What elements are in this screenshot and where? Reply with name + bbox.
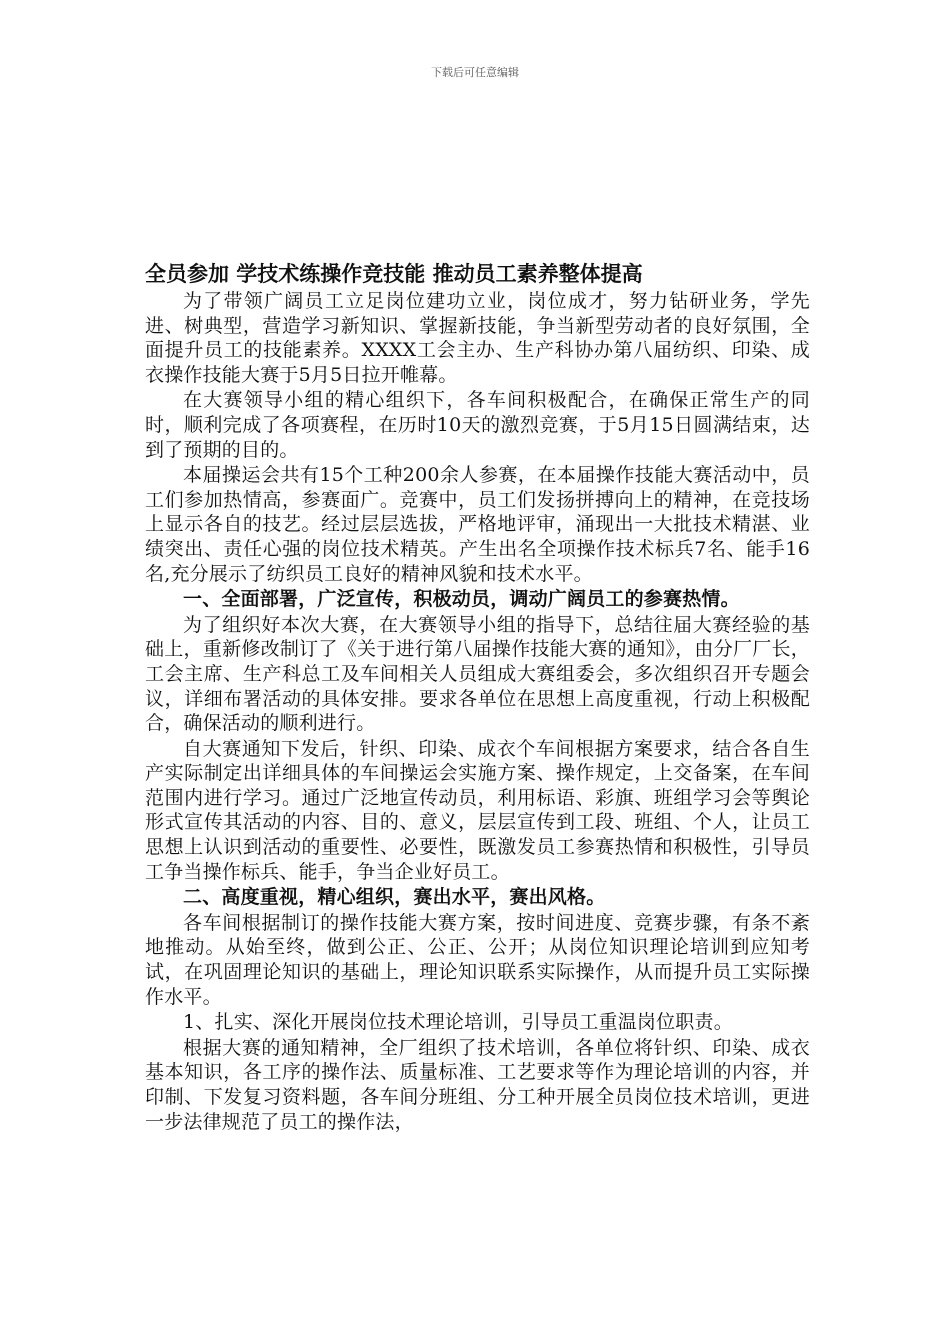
- paragraph-8: 根据大赛的通知精神，全厂组织了技术培训，各单位将针织、印染、成衣基本知识，各工序的操作法、质量标准、工艺要求等作为理论培训的内容，并印制、下发复习资料题，各车间分班组、分工种开展全员岗位技术培训，更进一步法律规范了员工的操作法，: [145, 1036, 810, 1133]
- paragraph-5: 自大赛通知下发后，针织、印染、成衣个车间根据方案要求，结合各自生产实际制定出详细具体的车间操运会实施方案、操作规定，上交备案，在车间范围内进行学习。通过广泛地宣传动员，利用标语、彩旗、班组学习会等舆论形式宣传其活动的内容、目的、意义，层层宣传到工段、班组、个人，让员工思想上认识到活动的重要性、必要性，既激发员工参赛热情和积极性，引导员工争当操作标兵、能手，争当企业好员工。: [145, 737, 810, 883]
- paragraph-4: 为了组织好本次大赛，在大赛领导小组的指导下，总结往届大赛经验的基础上，重新修改制订了《关于进行第八届操作技能大赛的通知》，由分厂厂长，工会主席、生产科总工及车间相关人员组成大赛组委会，多次组织召开专题会议，详细布署活动的具体安排。要求各单位在思想上高度重视，行动上积极配合，确保活动的顺利进行。: [145, 613, 810, 735]
- paragraph-2: 在大赛领导小组的精心组织下，各车间积极配合，在确保正常生产的同时，顺利完成了各项赛程，在历时10天的激烈竞赛，于5月15日圆满结束，达到了预期的目的。: [145, 389, 810, 461]
- document-body: [145, 259, 810, 1135]
- document-title: 全员参加 学技术练操作竞技能 推动员工素养整体提高: [145, 262, 643, 286]
- paragraph-1: 为了带领广阔员工立足岗位建功立业，岗位成才，努力钻研业务，学先进、树典型，营造学习新知识、掌握新技能，争当新型劳动者的良好氛围，全面提升员工的技能素养。XXXX工会主办、生产科协办第八届纺织、印染、成衣操作技能大赛于5月5日拉开帷幕。: [145, 290, 810, 386]
- section-heading-2: 二、高度重视，精心组织，赛出水平，赛出风格。: [183, 886, 606, 909]
- paragraph-3: 本届操运会共有15个工种200余人参赛，在本届操作技能大赛活动中，员工们参加热情高，参赛面广。竞赛中，员工们发扬拼搏向上的精神，在竞技场上显示各自的技艺。经过层层选拔，严格地评审，涌现出一大批技术精湛、业绩突出、责任心强的岗位技术精英。产生出名全项操作技术标兵7名、能手16名,充分展示了纺织员工良好的精神风貌和技术水平。: [145, 464, 810, 585]
- paragraph-7: 1、扎实、深化开展岗位技术理论培训，引导员工重温岗位职责。: [183, 1011, 733, 1034]
- header-note: 下载后可任意编辑: [431, 66, 519, 79]
- section-heading-1: 一、全面部署，广泛宣传，积极动员，调动广阔员工的参赛热情。: [183, 588, 740, 611]
- paragraph-6: 各车间根据制订的操作技能大赛方案，按时间进度、竞赛步骤，有条不紊地推动。从始至终，做到公正、公正、公开；从岗位知识理论培训到应知考试，在巩固理论知识的基础上，理论知识联系实际操作，从而提升员工实际操作水平。: [145, 911, 810, 1008]
